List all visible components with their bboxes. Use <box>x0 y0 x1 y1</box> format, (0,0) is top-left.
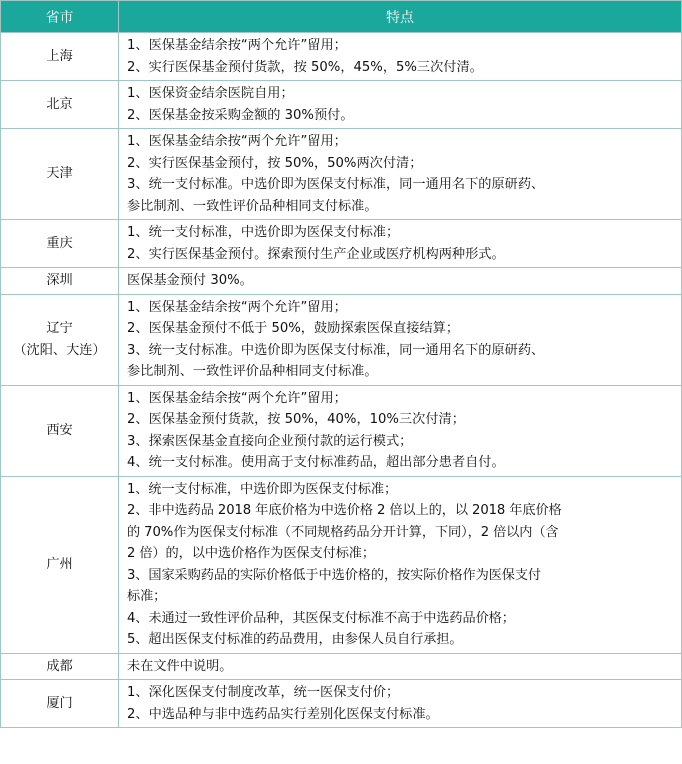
feature-line: 1、医保基金结余按“两个允许”留用； <box>127 390 347 406</box>
table-header-row <box>1 1 682 33</box>
province-cell: 西安 <box>1 385 119 476</box>
feature-line: 3、探索医保基金直接向企业预付款的运行模式； <box>127 433 413 449</box>
features-cell <box>119 268 682 295</box>
table-row <box>1 680 682 728</box>
feature-line: 2、医保基金预付货款，按 50%，40%，10%三次付清； <box>127 412 465 427</box>
feature-line: 1、医保资金结余医院自用； <box>127 86 294 101</box>
feature-line: 参比制剂、一致性评价品种相同支付标准。 <box>127 198 378 214</box>
features-cell <box>119 294 682 385</box>
table-row <box>1 220 682 268</box>
feature-line: 1、医保基金结余按“两个允许”留用； <box>127 38 347 53</box>
feature-line: 2、医保基金按采购金额的 30%预付。 <box>127 107 354 123</box>
feature-line: 3、国家采购药品的实际价格低于中选价格的，按实际价格作为医保支付 <box>127 567 542 583</box>
feature-line: 1、深化医保支付制度改革，统一医保支付价； <box>127 685 400 700</box>
header-province: 省市 <box>1 1 119 33</box>
features-cell <box>119 385 682 476</box>
feature-line: 2、实行医保基金预付货款，按 50%，45%，5%三次付清。 <box>127 59 483 75</box>
province-cell: 深圳 <box>1 268 119 295</box>
feature-line: 1、医保基金结余按“两个允许”留用； <box>127 299 347 315</box>
feature-line: 未在文件中说明。 <box>127 658 233 674</box>
features-cell <box>119 680 682 728</box>
province-cell: 成都 <box>1 653 119 680</box>
feature-line: 医保基金预付 30%。 <box>127 273 253 288</box>
feature-line: 标准； <box>127 589 167 604</box>
province-cell: 广州 <box>1 476 119 653</box>
feature-line: 4、统一支付标准。使用高于支付标准药品，超出部分患者自付。 <box>127 455 505 470</box>
province-cell: 上海 <box>1 33 119 81</box>
features-cell <box>119 653 682 680</box>
feature-line: 2、医保基金预付不低于 50%，鼓励探索医保直接结算； <box>127 321 460 336</box>
features-cell <box>119 220 682 268</box>
province-cell: 重庆 <box>1 220 119 268</box>
feature-line: 3、统一支付标准。中选价即为医保支付标准，同一通用名下的原研药、 <box>127 342 545 358</box>
feature-line: 2、非中选药品 2018 年底价格为中选价格 2 倍以上的，以 2018 年底价格 <box>127 503 562 518</box>
table-row <box>1 294 682 385</box>
features-cell <box>119 476 682 653</box>
features-cell <box>119 129 682 220</box>
province-cell: 北京 <box>1 81 119 129</box>
province-cities: （沈阳、大连） <box>13 342 106 358</box>
table-row <box>1 129 682 220</box>
province-cell: 天津 <box>1 129 119 220</box>
feature-line: 2、实行医保基金预付。探索预付生产企业或医疗机构两种形式。 <box>127 246 505 262</box>
feature-line: 1、统一支付标准，中选价即为医保支付标准； <box>127 481 398 497</box>
feature-line: 2、实行医保基金预付，按 50%，50%两次付清； <box>127 155 423 171</box>
table-row <box>1 33 682 81</box>
feature-line: 1、统一支付标准，中选价即为医保支付标准； <box>127 225 400 240</box>
feature-line: 1、医保基金结余按“两个允许”留用； <box>127 134 347 149</box>
table-row <box>1 385 682 476</box>
table-row <box>1 476 682 653</box>
header-features: 特点 <box>119 1 682 33</box>
feature-line: 2 倍）的，以中选价格作为医保支付标准； <box>127 546 375 561</box>
features-cell <box>119 33 682 81</box>
table-row <box>1 81 682 129</box>
feature-line: 4、未通过一致性评价品种，其医保支付标准不高于中选药品价格； <box>127 610 515 626</box>
province-cell <box>1 294 119 385</box>
feature-line: 5、超出医保支付标准的药品费用，由参保人员自行承担。 <box>127 632 463 647</box>
features-cell <box>119 81 682 129</box>
feature-line: 的 70%作为医保支付标准（不同规格药品分开计算，下同），2 倍以内（含 <box>127 524 559 540</box>
province-name: 辽宁 <box>46 321 73 336</box>
table-row <box>1 268 682 295</box>
table-row <box>1 653 682 680</box>
feature-line: 参比制剂、一致性评价品种相同支付标准。 <box>127 364 378 379</box>
feature-line: 2、中选品种与非中选药品实行差别化医保支付标准。 <box>127 706 439 722</box>
province-cell: 厦门 <box>1 680 119 728</box>
feature-line: 3、统一支付标准。中选价即为医保支付标准，同一通用名下的原研药、 <box>127 177 545 192</box>
